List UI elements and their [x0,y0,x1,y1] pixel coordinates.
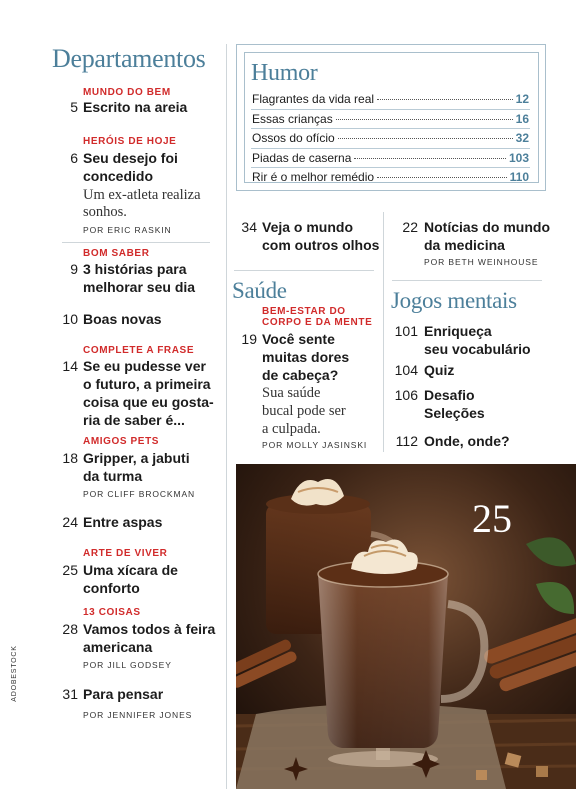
headline-enriqueca-line1[interactable]: Enriqueça [424,323,492,339]
headline-3-historias-line2[interactable]: melhorar seu dia [83,279,196,295]
column-divider [383,212,384,452]
headline-dores-line2[interactable]: muitas dores [262,349,350,365]
humor-item-page: 12 [515,92,529,106]
headline-dores-line1[interactable]: Você sente [262,331,335,347]
kicker-bem-estar-line2: CORPO E DA MENTE [262,317,373,328]
divider [251,148,530,149]
kicker-13-coisas: 13 COISAS [83,607,141,618]
byline-cliff-brockman: POR CLIFF BROCKMAN [83,489,196,499]
page-number: 6 [70,150,78,166]
saude-title: Saúde [232,278,287,303]
humor-item-label: Ossos do ofício [252,131,335,145]
headline-gripper-line2[interactable]: da turma [83,468,143,484]
divider [234,270,374,271]
headline-entre-aspas[interactable]: Entre aspas [83,514,163,530]
hot-chocolate-illustration [236,464,576,789]
kicker-complete-a-frase: COMPLETE A FRASE [83,345,195,356]
kicker-herois-de-hoje: HERÓIS DE HOJE [83,136,177,147]
headline-seu-desejo-line1[interactable]: Seu desejo foi [83,150,178,166]
page-number: 14 [62,358,78,374]
page-number: 34 [241,219,257,235]
photo-credit: ADOBESTOCK [10,645,18,702]
humor-item-flagrantes[interactable] [252,92,529,108]
page-number: 31 [62,686,78,702]
headline-para-pensar[interactable]: Para pensar [83,686,164,702]
page-number: 22 [402,219,418,235]
departamentos-title: Departamentos [52,44,206,73]
page-number: 24 [62,514,78,530]
headline-dores-line3[interactable]: de cabeça? [262,367,339,383]
headline-seu-desejo-line2[interactable]: concedido [83,168,154,184]
page-number: 19 [241,331,257,347]
deck-saude-line3: a culpada. [262,421,321,437]
divider [251,128,530,129]
headline-enriqueca-line2[interactable]: seu vocabulário [424,341,531,357]
kicker-bom-saber: BOM SABER [83,248,150,259]
humor-item-piadas[interactable] [252,151,529,167]
headline-noticias-line2[interactable]: da medicina [424,237,505,253]
divider [251,167,530,168]
humor-item-page: 110 [509,170,529,184]
headline-feira-line1[interactable]: Vamos todos à feira [83,621,216,637]
deck-seu-desejo-line2: sonhos. [83,204,127,220]
kicker-amigos-pets: AMIGOS PETS [83,436,160,447]
headline-se-eu-pudesse-line4[interactable]: ria de saber é... [83,412,185,428]
page-number: 104 [394,362,418,378]
page-number: 25 [62,562,78,578]
page-number: 112 [395,433,418,449]
headline-gripper-line1[interactable]: Gripper, a jabuti [83,450,190,466]
humor-item-essas-criancas[interactable] [252,112,529,128]
humor-item-ossos-do-oficio[interactable] [252,131,529,147]
humor-item-label: Essas crianças [252,112,333,126]
headline-se-eu-pudesse-line2[interactable]: o futuro, a primeira [83,376,211,392]
headline-se-eu-pudesse-line1[interactable]: Se eu pudesse ver [83,358,206,374]
headline-veja-o-mundo-line1[interactable]: Veja o mundo [262,219,354,235]
headline-se-eu-pudesse-line3[interactable]: coisa que eu gosta- [83,394,214,410]
kicker-arte-de-viver: ARTE DE VIVER [83,548,168,559]
divider [251,109,530,110]
byline-eric-raskin: POR ERIC RASKIN [83,225,172,235]
page-number: 106 [394,387,418,403]
dot-leader [377,177,507,178]
headline-onde-onde[interactable]: Onde, onde? [424,433,510,449]
dot-leader [354,158,506,159]
headline-escrito-na-areia[interactable]: Escrito na areia [83,99,188,115]
humor-item-label: Piadas de caserna [252,151,352,165]
dot-leader [377,99,513,100]
humor-item-rir[interactable] [252,170,529,186]
hot-chocolate-photo [236,464,576,789]
headline-uma-xicara-line2[interactable]: conforto [83,580,140,596]
page-number: 28 [62,621,78,637]
byline-jill-godsey: POR JILL GODSEY [83,660,172,670]
headline-noticias-line1[interactable]: Notícias do mundo [424,219,550,235]
divider [392,280,542,281]
byline-molly-jasinski: POR MOLLY JASINSKI [262,440,368,450]
humor-item-page: 16 [515,112,529,126]
humor-item-label: Rir é o melhor remédio [252,170,375,184]
headline-uma-xicara-line1[interactable]: Uma xícara de [83,562,178,578]
humor-title: Humor [251,60,318,86]
column-divider [226,44,227,789]
dot-leader [336,119,513,120]
divider [62,242,210,243]
humor-item-label: Flagrantes da vida real [252,92,375,106]
page-number: 5 [70,99,78,115]
page-number: 9 [70,261,78,277]
byline-jennifer-jones: POR JENNIFER JONES [83,710,193,720]
kicker-bem-estar-line1: BEM-ESTAR DO [262,306,346,317]
humor-item-page: 103 [508,151,529,165]
photo-page-number: 25 [472,496,512,541]
headline-desafio-line1[interactable]: Desafio [424,387,475,403]
headline-quiz[interactable]: Quiz [424,362,455,378]
headline-desafio-line2[interactable]: Seleções [424,405,485,421]
deck-saude-line2: bucal pode ser [262,403,346,419]
headline-boas-novas[interactable]: Boas novas [83,311,162,327]
deck-seu-desejo-line1: Um ex-atleta realiza [83,187,201,203]
headline-feira-line2[interactable]: americana [83,639,153,655]
page-number: 101 [394,323,418,339]
dot-leader [338,138,513,139]
humor-item-page: 32 [515,131,529,145]
deck-saude-line1: Sua saúde [262,385,321,401]
headline-3-historias-line1[interactable]: 3 histórias para [83,261,187,277]
headline-veja-o-mundo-line2[interactable]: com outros olhos [262,237,380,253]
kicker-mundo-do-bem: MUNDO DO BEM [83,87,171,98]
jogos-mentais-title: Jogos mentais [391,288,517,313]
page-number: 10 [62,311,78,327]
byline-beth-weinhouse: POR BETH WEINHOUSE [424,257,539,267]
page-number: 18 [62,450,78,466]
